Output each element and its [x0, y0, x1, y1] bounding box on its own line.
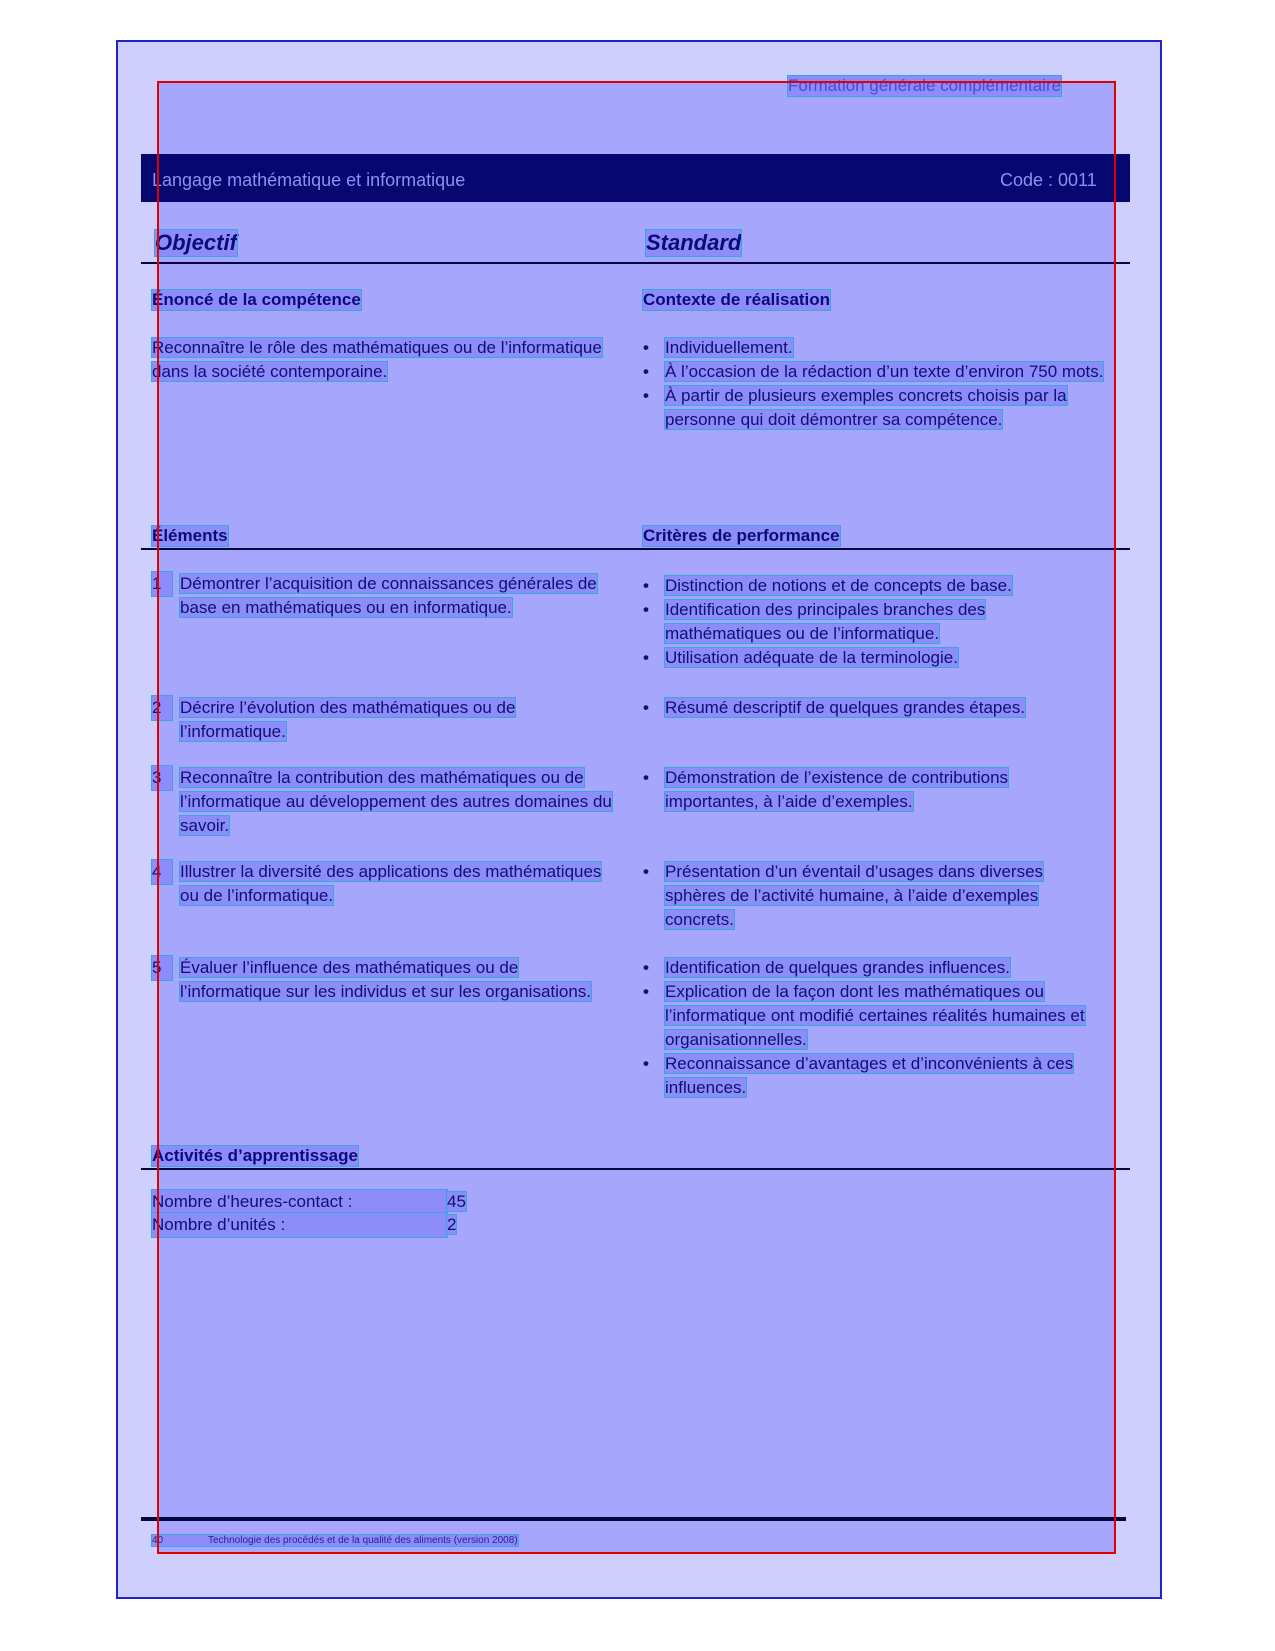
contexte-heading: Contexte de réalisation — [643, 290, 831, 309]
criterion-item: • Démonstration de l’existence de contributions importantes, à l’aide d’exemples. — [643, 766, 1105, 814]
contexte-item: • À l’occasion de la rédaction d’un texte d’environ 750 mots. — [643, 360, 1105, 384]
course-title: Langage mathématique et informatique — [152, 170, 466, 190]
contexte-list — [643, 336, 1105, 432]
element-item: 4 Illustrer la diversité des applications des mathématiques ou de l’informatique. — [152, 862, 602, 905]
activites-heading: Activités d’apprentissage — [152, 1146, 358, 1165]
course-code: Code : 0011 — [1000, 170, 1097, 190]
criterion-item: • Utilisation adéquate de la terminologie. — [643, 646, 1105, 670]
criterion-item: • Reconnaissance d’avantages et d’inconvénients à ces influences. — [643, 1052, 1105, 1100]
criteria-list — [643, 766, 1105, 814]
criterion-item: • Résumé descriptif de quelques grandes étapes. — [643, 696, 1105, 720]
element-item: 3 Reconnaître la contribution des mathématiques ou de l’informatique au développement des autres domaines du savoir. — [152, 768, 612, 835]
divider-elements — [141, 548, 1130, 550]
criteres-heading: Critères de performance — [643, 526, 840, 545]
enonce-heading: Énoncé de la compétence — [152, 290, 361, 309]
criteria-list — [643, 956, 1105, 1100]
element-item: 5 Évaluer l’influence des mathématiques ou de l’informatique sur les individus et sur les organisations. — [152, 958, 592, 1001]
element-item: 2 Décrire l’évolution des mathématiques ou de l’informatique. — [152, 698, 516, 741]
standard-heading: Standard — [646, 230, 742, 255]
page-number: 40 — [152, 1535, 164, 1546]
criterion-item: • Distinction de notions et de concepts de base. — [643, 574, 1105, 598]
elements-heading: Éléments — [152, 526, 228, 545]
program-label: Formation générale complémentaire — [788, 76, 1062, 95]
criterion-item: • Identification des principales branches des mathématiques ou de l’informatique. — [643, 598, 1105, 646]
criterion-item: • Présentation d’un éventail d’usages dans diverses sphères de l’activité humaine, à l’aide d’exemples concrets. — [643, 860, 1105, 932]
criterion-item: • Explication de la façon dont les mathématiques ou l’informatique ont modifié certaines réalités humaines et organisationnelles. — [643, 980, 1105, 1052]
footer-text: Technologie des procédés et de la qualité des aliments (version 2008) — [208, 1535, 518, 1546]
criteria-list — [643, 696, 1105, 720]
objectif-heading: Objectif — [155, 230, 237, 255]
enonce-text: Reconnaître le rôle des mathématiques ou de l’informatique dans la société contemporaine. — [152, 338, 602, 381]
contexte-item: • Individuellement. — [643, 336, 1105, 360]
hours-row: Nombre d’heures-contact : 45 — [152, 1190, 466, 1214]
footer — [152, 1535, 518, 1546]
criteria-list — [643, 574, 1105, 670]
contexte-item: • À partir de plusieurs exemples concrets choisis par la personne qui doit démontrer sa compétence. — [643, 384, 1105, 432]
criterion-item: • Identification de quelques grandes influences. — [643, 956, 1105, 980]
divider-objectif — [141, 262, 1130, 264]
footer-rule — [141, 1517, 1126, 1521]
units-row: Nombre d’unités : 2 — [152, 1213, 456, 1237]
criteria-list — [643, 860, 1105, 932]
divider-activites — [141, 1168, 1130, 1170]
element-item: 1 Démontrer l’acquisition de connaissances générales de base en mathématiques ou en informatique. — [152, 574, 597, 617]
